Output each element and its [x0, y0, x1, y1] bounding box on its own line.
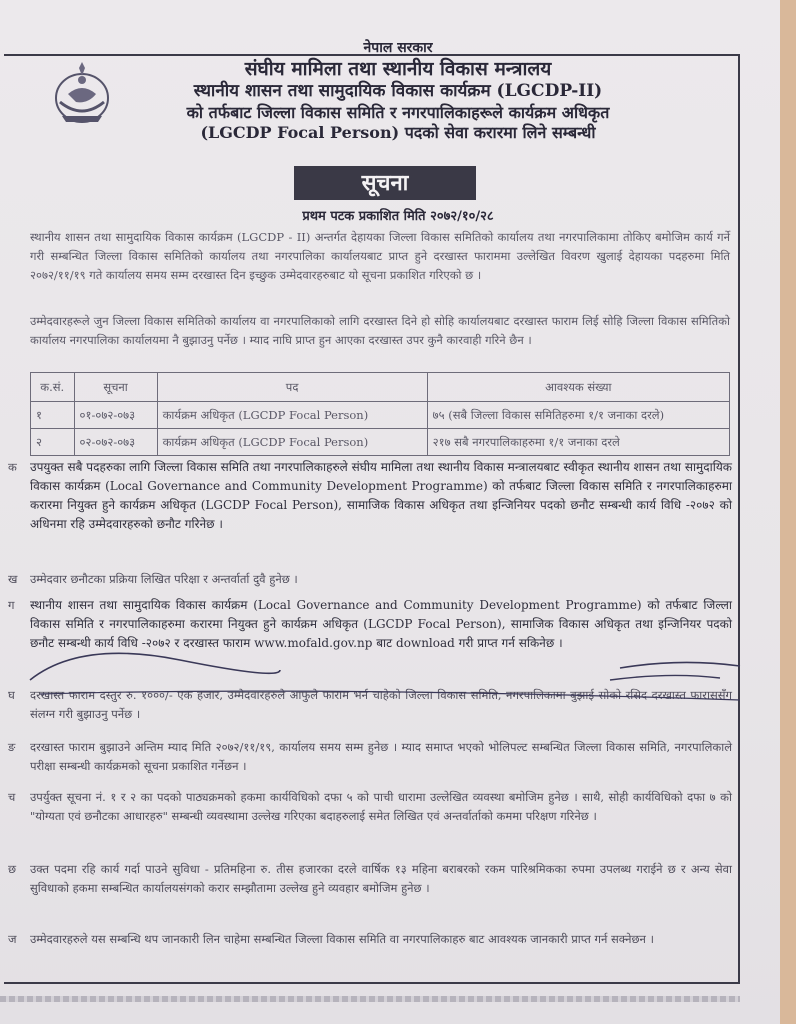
item-marker: छ	[8, 862, 17, 876]
table-cell: १	[31, 402, 75, 429]
item-text: उम्मेदवारहरुले यस सम्बन्धि थप जानकारी लिन चाहेमा सम्बन्धित जिल्ला विकास समिति वा नगरपालिकाहरु बाट आवश्यक जानकारी प्राप्त गर्न सक्नेछन ।	[30, 932, 654, 946]
paper-edge	[780, 0, 796, 1024]
item-text: उम्मेदवार छनौटका प्रक्रिया लिखित परिक्षा र अन्तर्वार्ता दुवै हुनेछ ।	[30, 572, 298, 586]
item-text: उपर्युक्त सूचना नं. १ र २ का पदको पाठ्यक्रमको हकमा कार्यविधिको दफा ५ को पाची धारामा उल्लेखित व्यवस्था बमोजिम हुनेछ । साथै, सोही कार्यविधिको दफा ७ को "योग्यता एवं छनौटका आधारहरु" सम्बन्धी व्यवस्थामा उल्लेख गरिएका बदाहरुलाई समेत लिखित एवं अन्तर्वार्ताको कममा परिक्षण गरिनेछ ।	[30, 790, 732, 823]
item-text: दरखास्त फाराम दस्तुर रु. १०००/- एक हजार, उम्मेदवारहरुले आफुले फाराम भर्न चाहेको जिल्ला विकास समिति, नगरपालिकामा बुझाई सोको रसिद दरखास्त फाराससँग संलग्न गरी बुझाउनु पर्नेछ ।	[30, 688, 732, 721]
pen-underline-marks	[20, 640, 760, 720]
table-cell: २	[31, 429, 75, 456]
column-header: पद	[157, 373, 427, 402]
item-marker: ख	[8, 572, 18, 586]
item-marker: च	[8, 790, 16, 804]
item-marker: ङ	[8, 740, 16, 754]
positions-table	[30, 372, 730, 456]
intro-paragraph: स्थानीय शासन तथा सामुदायिक विकास कार्यक्रम (LGCDP - II) अन्तर्गत देहायका जिल्ला विकास समितिको कार्यालय तथा नगरपालिकामा तोकिए बमोजिम कार्य गर्ने गरी सम्बन्धित जिल्ला विकास समितिको कार्यालय तथा नगरपालिका कार्यालयबाट प्राप्त हुने दरखास्त फाराममा उल्लेखित विवरण खुलाई देहायका पदहरुमा मिति २०७२/११/१९ गते कार्यालय समय सम्म दरखास्त दिन इच्छुक उम्मेदवारहरुबाट यो सूचना प्रकाशित गरिएको छ ।	[30, 230, 730, 282]
table-header-row	[31, 373, 730, 402]
notice-header	[0, 40, 796, 143]
table-cell: कार्यक्रम अधिकृत (LGCDP Focal Person)	[157, 402, 427, 429]
table-row	[31, 429, 730, 456]
table-cell: २१७ सबै नगरपालिकाहरुमा १/१ जनाका दरले	[427, 429, 729, 456]
program-name: स्थानीय शासन तथा सामुदायिक विकास कार्यक्रम (LGCDP-II)	[193, 81, 603, 102]
column-header: आवश्यक संख्या	[427, 373, 729, 402]
ministry-name: संघीय मामिला तथा स्थानीय विकास मन्त्रालय	[244, 57, 552, 80]
item-text: स्थानीय शासन तथा सामुदायिक विकास कार्यक्रम (Local Governance and Community Development Programme) को तर्फबाट जिल्ला विकास समिति र नगरपालिकाहरुमा करारमा नियुक्त हुने कार्यक्रम अधिकृत (LGCDP Focal Person), सामाजिक विकास अधिकृत तथा इन्जिनियर पदको छनौट सम्बन्धी कार्य विधि -२०७२ र दरखास्त फाराम www.mofald.gov.np बाट download गरी प्राप्त गर्न सकिनेछ ।	[30, 598, 732, 650]
column-header: क.सं.	[31, 373, 75, 402]
item-marker: ज	[8, 932, 17, 946]
table-cell: ०२-०७२-०७३	[74, 429, 157, 456]
column-header: सूचना	[74, 373, 157, 402]
item-marker: ग	[8, 598, 15, 612]
notice-subject-line2: (LGCDP Focal Person) पदको सेवा करारमा लिने सम्बन्धी	[200, 122, 596, 142]
table-cell: ७५ (सबै जिल्ला विकास समितिहरुमा १/१ जनाका दरले)	[427, 402, 729, 429]
published-date: प्रथम पटक प्रकाशित मिति २०७२/१०/२८	[302, 209, 494, 224]
table-row	[31, 402, 730, 429]
notice-subject-line1: को तर्फबाट जिल्ला विकास समिति र नगरपालिकाहरूले कार्यक्रम अधिकृत	[186, 102, 610, 122]
page-footer-rule	[0, 996, 740, 1002]
table-cell: ०१-०७२-०७३	[74, 402, 157, 429]
table-cell: कार्यक्रम अधिकृत (LGCDP Focal Person)	[157, 429, 427, 456]
item-marker: क	[8, 460, 17, 474]
item-text: दरखास्त फाराम बुझाउने अन्तिम म्याद मिति २०७२/११/१९, कार्यालय समय सम्म हुनेछ । म्याद समाप्त भएको भोलिपल्ट सम्बन्धित जिल्ला विकास समिति, नगरपालिकाले परीक्षा सम्बन्धी कार्यक्रमको सूचना प्रकाशित गर्नेछन ।	[30, 740, 732, 773]
item-text: उक्त पदमा रहि कार्य गर्दा पाउने सुविधा - प्रतिमहिना रु. तीस हजारका दरले वार्षिक १३ महिना बराबरको रकम पारिश्रमिकका रुपमा उपलब्ध गराईने छ र अन्य सेवा सुविधाको हकमा सम्बन्धित कार्यालयसंगको करार सम्झौतामा उल्लेख हुने व्यवहार बमोजिम हुनेछ ।	[30, 862, 732, 895]
item-marker: घ	[8, 688, 15, 702]
notice-label: सूचना	[294, 166, 476, 200]
government-name: नेपाल सरकार	[363, 40, 433, 56]
item-text: उपयुक्त सबै पदहरुका लागि जिल्ला विकास समिति तथा नगरपालिकाहरुले संघीय मामिला तथा स्थानीय विकास मन्त्रालयबाट स्वीकृत स्थानीय शासन तथा सामुदायिक विकास कार्यक्रम (Local Governance and Community Development Programme) को तर्फबाट जिल्ला विकास समिति र नगरपालिकाहरुमा करारमा नियुक्त हुने कार्यक्रम अधिकृत (LGCDP Focal Person), सामाजिक विकास अधिकृत तथा इन्जिनियर पदको छनौट सम्बन्धी कार्य विधि -२०७२ को अधिनमा रहि उम्मेदवारहरुको छनौट गरिनेछ ।	[30, 460, 732, 531]
intro-paragraph: उम्मेदवारहरूले जुन जिल्ला विकास समितिको कार्यालय वा नगरपालिकाको लागि दरखास्त दिने हो सोहि कार्यालयबाट दरखास्त फाराम लिई सोहि जिल्ला विकास समितिको कार्यालय नगरपालिका कार्यालयमा नै बुझाउनु पर्नेछ । म्याद नाघि प्राप्त हुन आएका दरखास्त उपर कुनै कारवाही गरिने छैन ।	[30, 314, 730, 347]
